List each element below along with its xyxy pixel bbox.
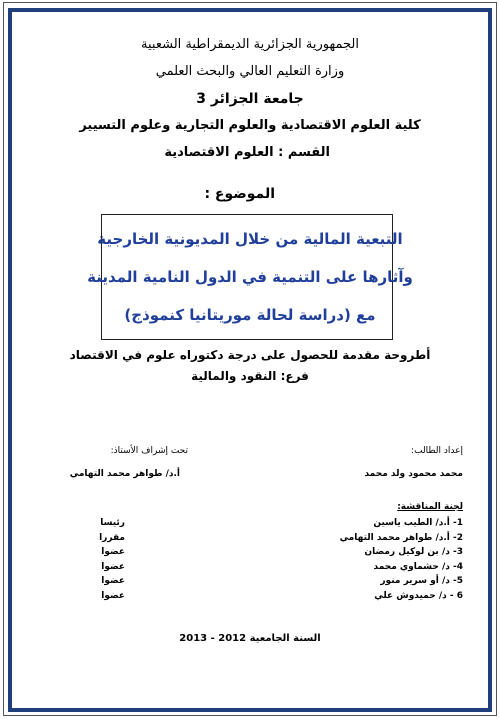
department-name: القسم : العلوم الاقتصادية <box>164 145 330 160</box>
student-label: إعداد الطالب: <box>411 446 463 456</box>
subject-line-2: وآثارها على التنمية في الدول النامية المدينة <box>87 268 413 286</box>
committee-member-role: عضوا <box>101 576 125 586</box>
committee-member-name: 2- أ.د/ طواهر محمد التهامي <box>339 533 463 543</box>
committee-member-name: 6 - د/ حميدوش علي <box>374 591 463 601</box>
thesis-degree: أطروحة مقدمة للحصول على درجة دكتوراه علوم في الاقتصاد <box>69 348 431 362</box>
thesis-branch: فرع: النقود والمالية <box>191 369 309 383</box>
subject-line-3: مع (دراسة لحالة موريتانيا كنموذج) <box>124 306 376 324</box>
committee-member-role: عضوا <box>101 591 125 601</box>
committee-member-name: 3- د/ بن لوكيل رمضان <box>364 547 463 557</box>
subject-line-1: التبعية المالية من خلال المديونية الخارجية <box>97 230 403 248</box>
committee-member-role: عضوا <box>101 547 125 557</box>
committee-member-role: مقررا <box>99 533 125 543</box>
committee-member-name: 4- د/ حشماوي محمد <box>373 562 463 572</box>
ministry-name: وزارة التعليم العالي والبحث العلمي <box>155 64 345 79</box>
committee-member-role: رئيسا <box>100 518 125 528</box>
committee-member-name: 5- د/ أو سرير منور <box>380 576 463 586</box>
faculty-name: كلية العلوم الاقتصادية والعلوم التجارية وعلوم التسيير <box>79 118 421 133</box>
university-name: جامعة الجزائر 3 <box>196 91 304 107</box>
student-name: محمد محمود ولد محمد <box>364 469 463 479</box>
academic-year: السنة الجامعية 2012 - 2013 <box>179 633 321 644</box>
committee-member-name: 1- أ.د/ الطيب ياسين <box>373 518 463 528</box>
subject-label: الموضوع : <box>204 186 275 202</box>
committee-label: لجنة المناقشة: <box>397 502 463 512</box>
committee-member-role: عضوا <box>101 562 125 572</box>
supervisor-name: أ.د/ طواهر محمد التهامي <box>69 469 180 479</box>
republic-name: الجمهورية الجزائرية الديمقراطية الشعبية <box>141 37 359 52</box>
supervisor-label: تحت إشراف الأستاذ: <box>110 446 188 456</box>
